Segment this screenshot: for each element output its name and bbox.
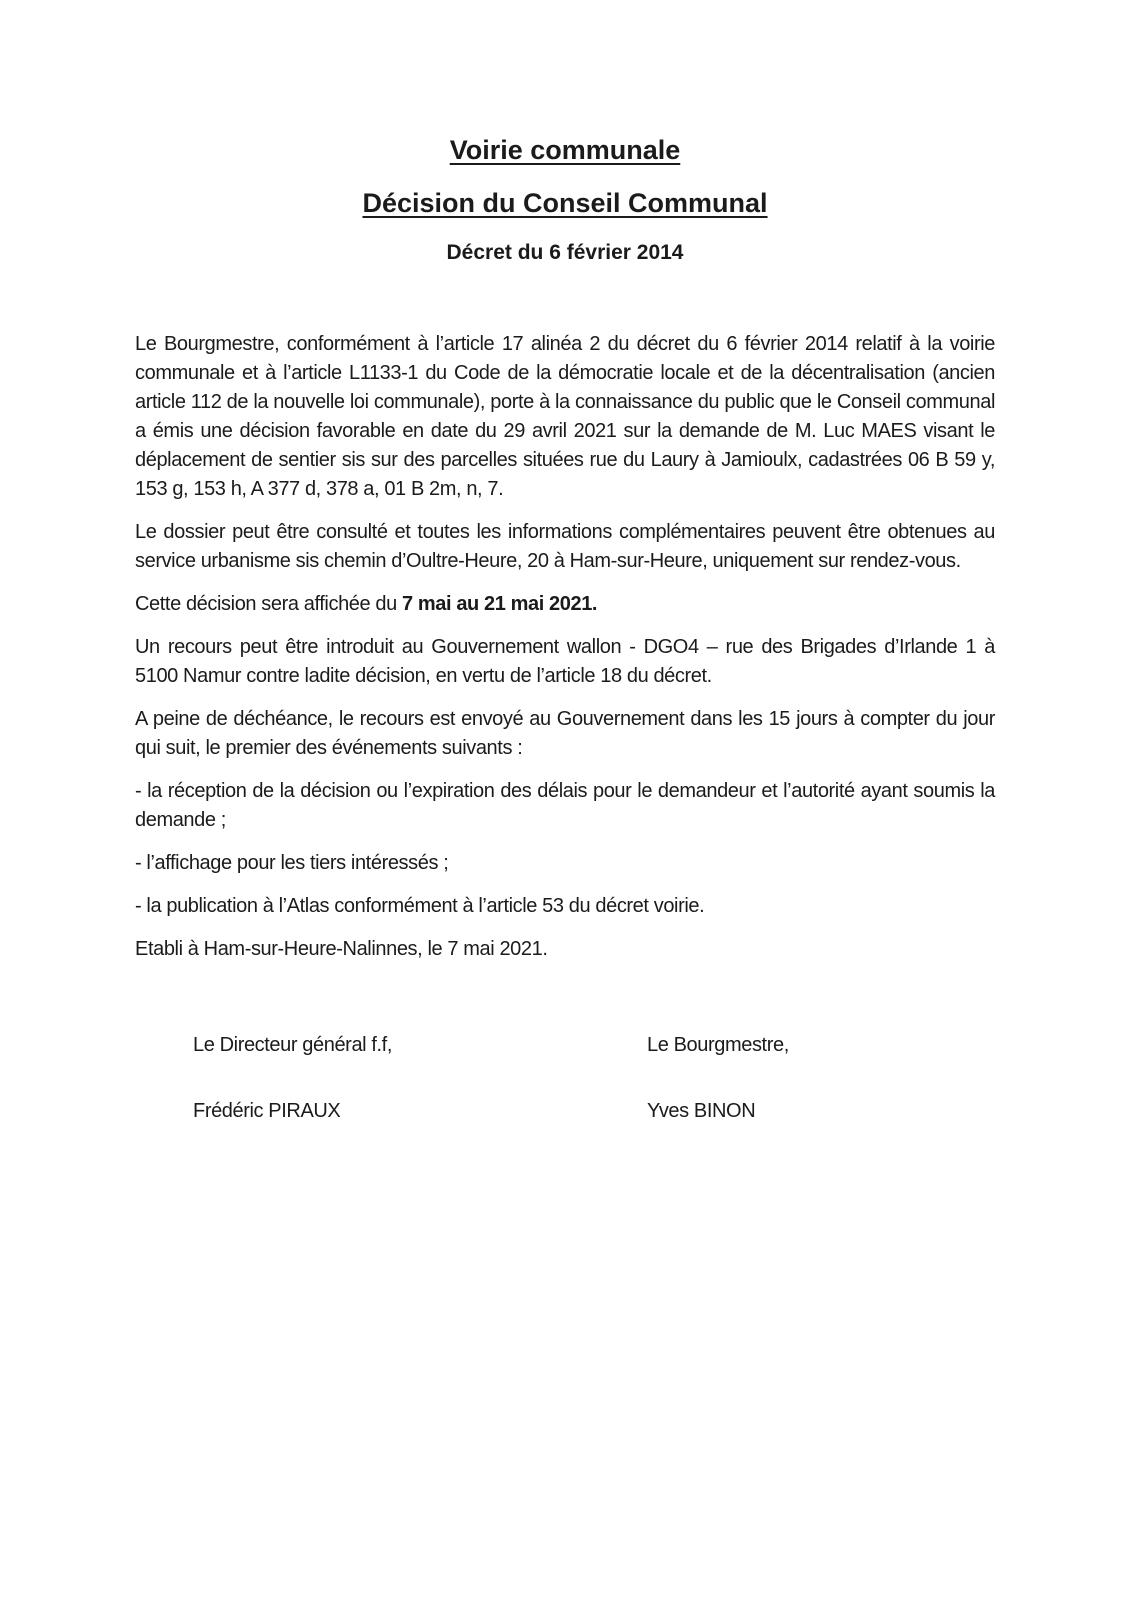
title-decision-conseil [135, 187, 995, 219]
title-sub-text: Décision du Conseil Communal [362, 188, 768, 218]
bullet-publication-atlas: - la publication à l’Atlas conformément à l’article 53 du décret voirie. [135, 895, 705, 917]
paragraph-etabli: Etabli à Ham-sur-Heure-Nalinnes, le 7 mai 2021. [135, 938, 548, 960]
signature-name-piraux: Frédéric PIRAUX [193, 1100, 341, 1122]
affichage-prefix: Cette décision sera affichée du [135, 593, 403, 615]
title-main-text: Voirie communale [449, 135, 681, 165]
title-decret-date: Décret du 6 février 2014 [446, 241, 684, 264]
title-voirie-communale [135, 134, 995, 166]
signature-roles-row [135, 1031, 995, 1060]
affichage-dates: 7 mai au 21 mai 2021. [402, 593, 598, 615]
paragraph-recours: Un recours peut être introduit au Gouvernement wallon - DGO4 – rue des Brigades d’Irlande 1 à 5100 Namur contre ladite décision, en vertu de l’article 18 du décret. [135, 636, 995, 687]
paragraph-affichage [135, 590, 995, 619]
signature-role-directeur: Le Directeur général f.f, [193, 1034, 392, 1056]
signature-block [135, 1031, 995, 1126]
signature-role-bourgmestre: Le Bourgmestre, [647, 1034, 789, 1056]
bullet-affichage-tiers: - l’affichage pour les tiers intéressés ; [135, 852, 449, 874]
paragraph-decheance: A peine de déchéance, le recours est envoyé au Gouvernement dans les 15 jours à compter du jour qui suit, le premier des événements suivants : [135, 708, 995, 759]
paragraph-intro: Le Bourgmestre, conformément à l’article 17 alinéa 2 du décret du 6 février 2014 relatif à la voirie communale et à l’article L1133-1 du Code de la démocratie locale et de la décentralisation (ancien article 112 de la nouvelle loi communale), porte à la connaissance du public que le Conseil communal a émis une décision favorable en date du 29 avril 2021 sur la demande de M. Luc MAES visant le déplacement de sentier sis sur des parcelles situées rue du Laury à Jamioulx, cadastrées 06 B 59 y, 153 g, 153 h, A 377 d, 378 a, 01 B 2m, n, 7. [135, 333, 995, 500]
signature-names-row [135, 1097, 995, 1126]
signature-name-binon: Yves BINON [647, 1100, 756, 1122]
paragraph-dossier: Le dossier peut être consulté et toutes les informations complémentaires peuvent être obtenues au service urbanisme sis chemin d’Oultre-Heure, 20 à Ham-sur-Heure, uniquement sur rendez-vous. [135, 521, 995, 572]
bullet-reception: - la réception de la décision ou l’expiration des délais pour le demandeur et l’autorité ayant soumis la demande ; [135, 780, 995, 831]
